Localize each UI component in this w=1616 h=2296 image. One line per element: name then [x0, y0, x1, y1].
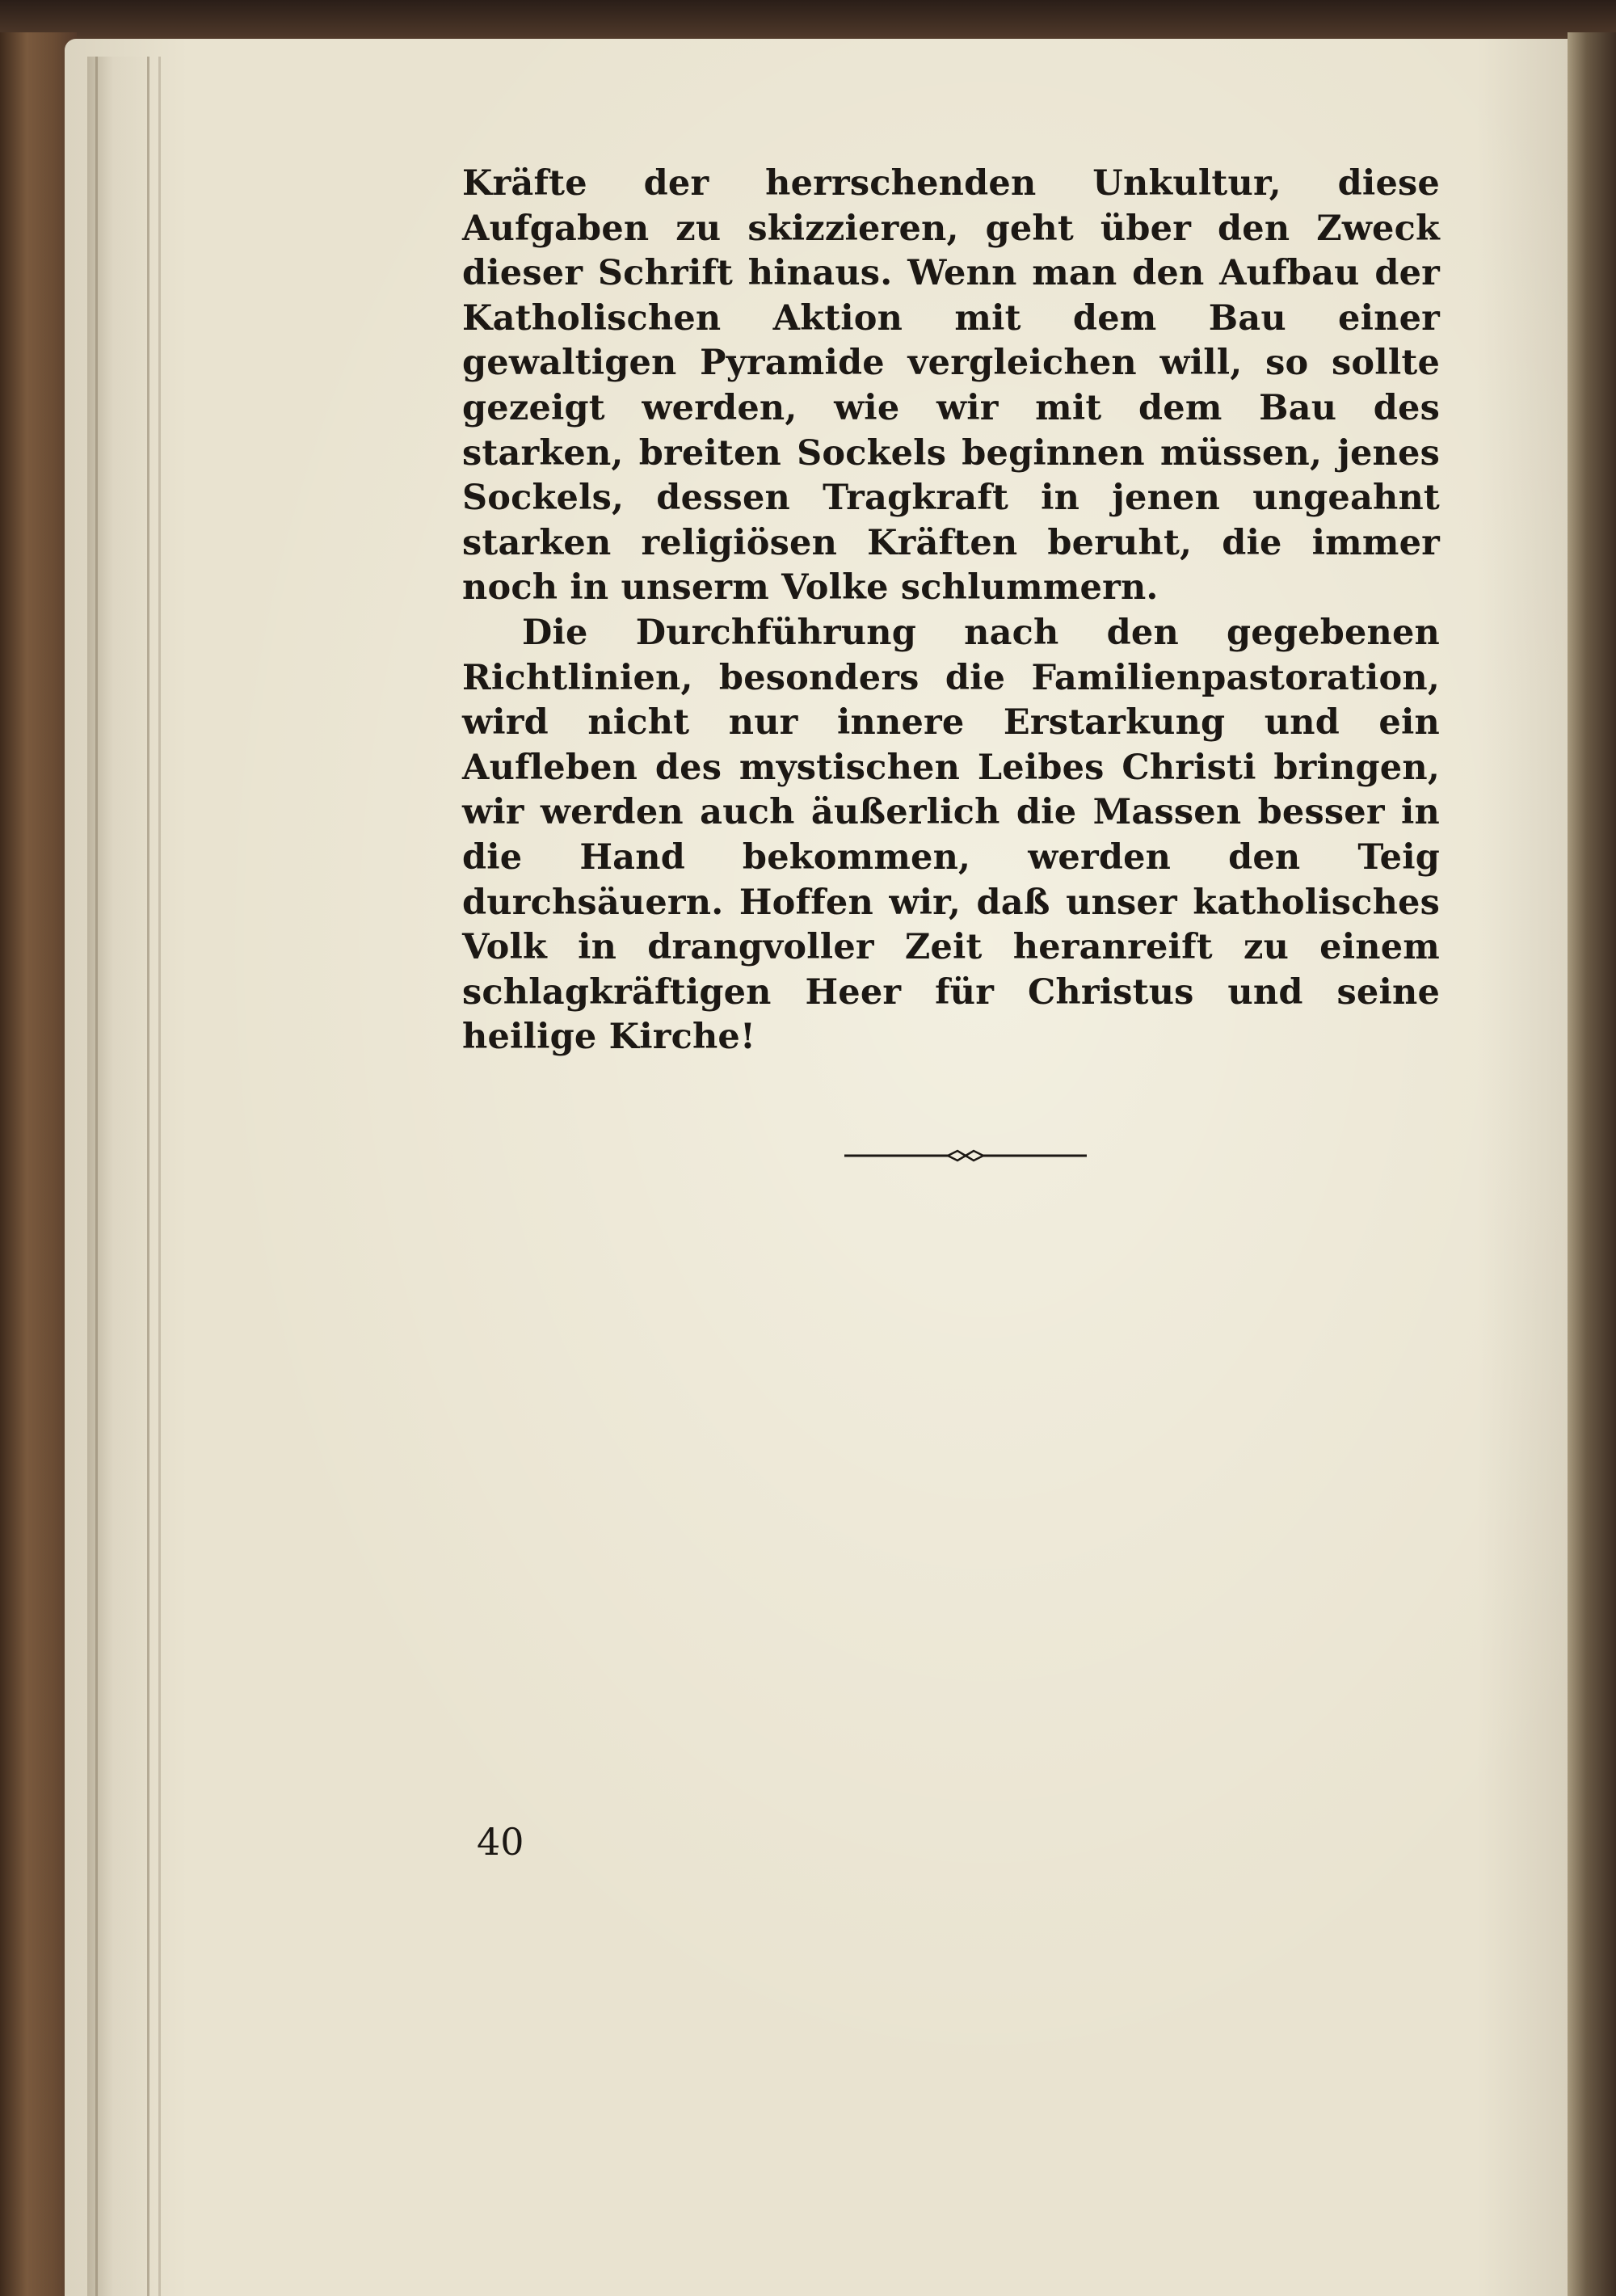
gutter-line	[158, 57, 161, 2296]
page-right-edge	[1568, 32, 1616, 2296]
gutter-line	[95, 57, 98, 2296]
ornament-divider-icon	[844, 1146, 1087, 1165]
paragraph-1: Kräfte der herrschenden Unkultur, diese Aufgaben zu skizzieren, geht über den Zweck dieser Schrift hinaus. Wenn man den Aufbau der Katholischen Aktion mit dem Bau einer gewaltigen Pyramide vergleichen will, so sollte gezeigt werden, wie wir mit dem Bau des starken, breiten Sockels beginnen müssen, jenes Sockels, dessen Tragkraft in jenen ungeahnt starken religiösen Kräften beruht, die immer noch in unserm Volke schlummern.	[462, 163, 1440, 609]
paragraph-2: Die Durchführung nach den gegebenen Richtlinien, besonders die Familienpastoration, wird nicht nur innere Erstarkung und ein Aufleben des mystischen Leibes Christi bringen, wir werden auch äußerlich die Massen besser in die Hand bekommen, werden den Teig durchsäuern. Hoffen wir, daß unser katholisches Volk in drangvoller Zeit heranreift zu einem schlagkräftigen Heer für Christus und seine heilige Kirche!	[462, 612, 1440, 1058]
page-number: 40	[477, 1820, 524, 1864]
gutter-line	[147, 57, 149, 2296]
body-text	[462, 162, 1440, 1060]
